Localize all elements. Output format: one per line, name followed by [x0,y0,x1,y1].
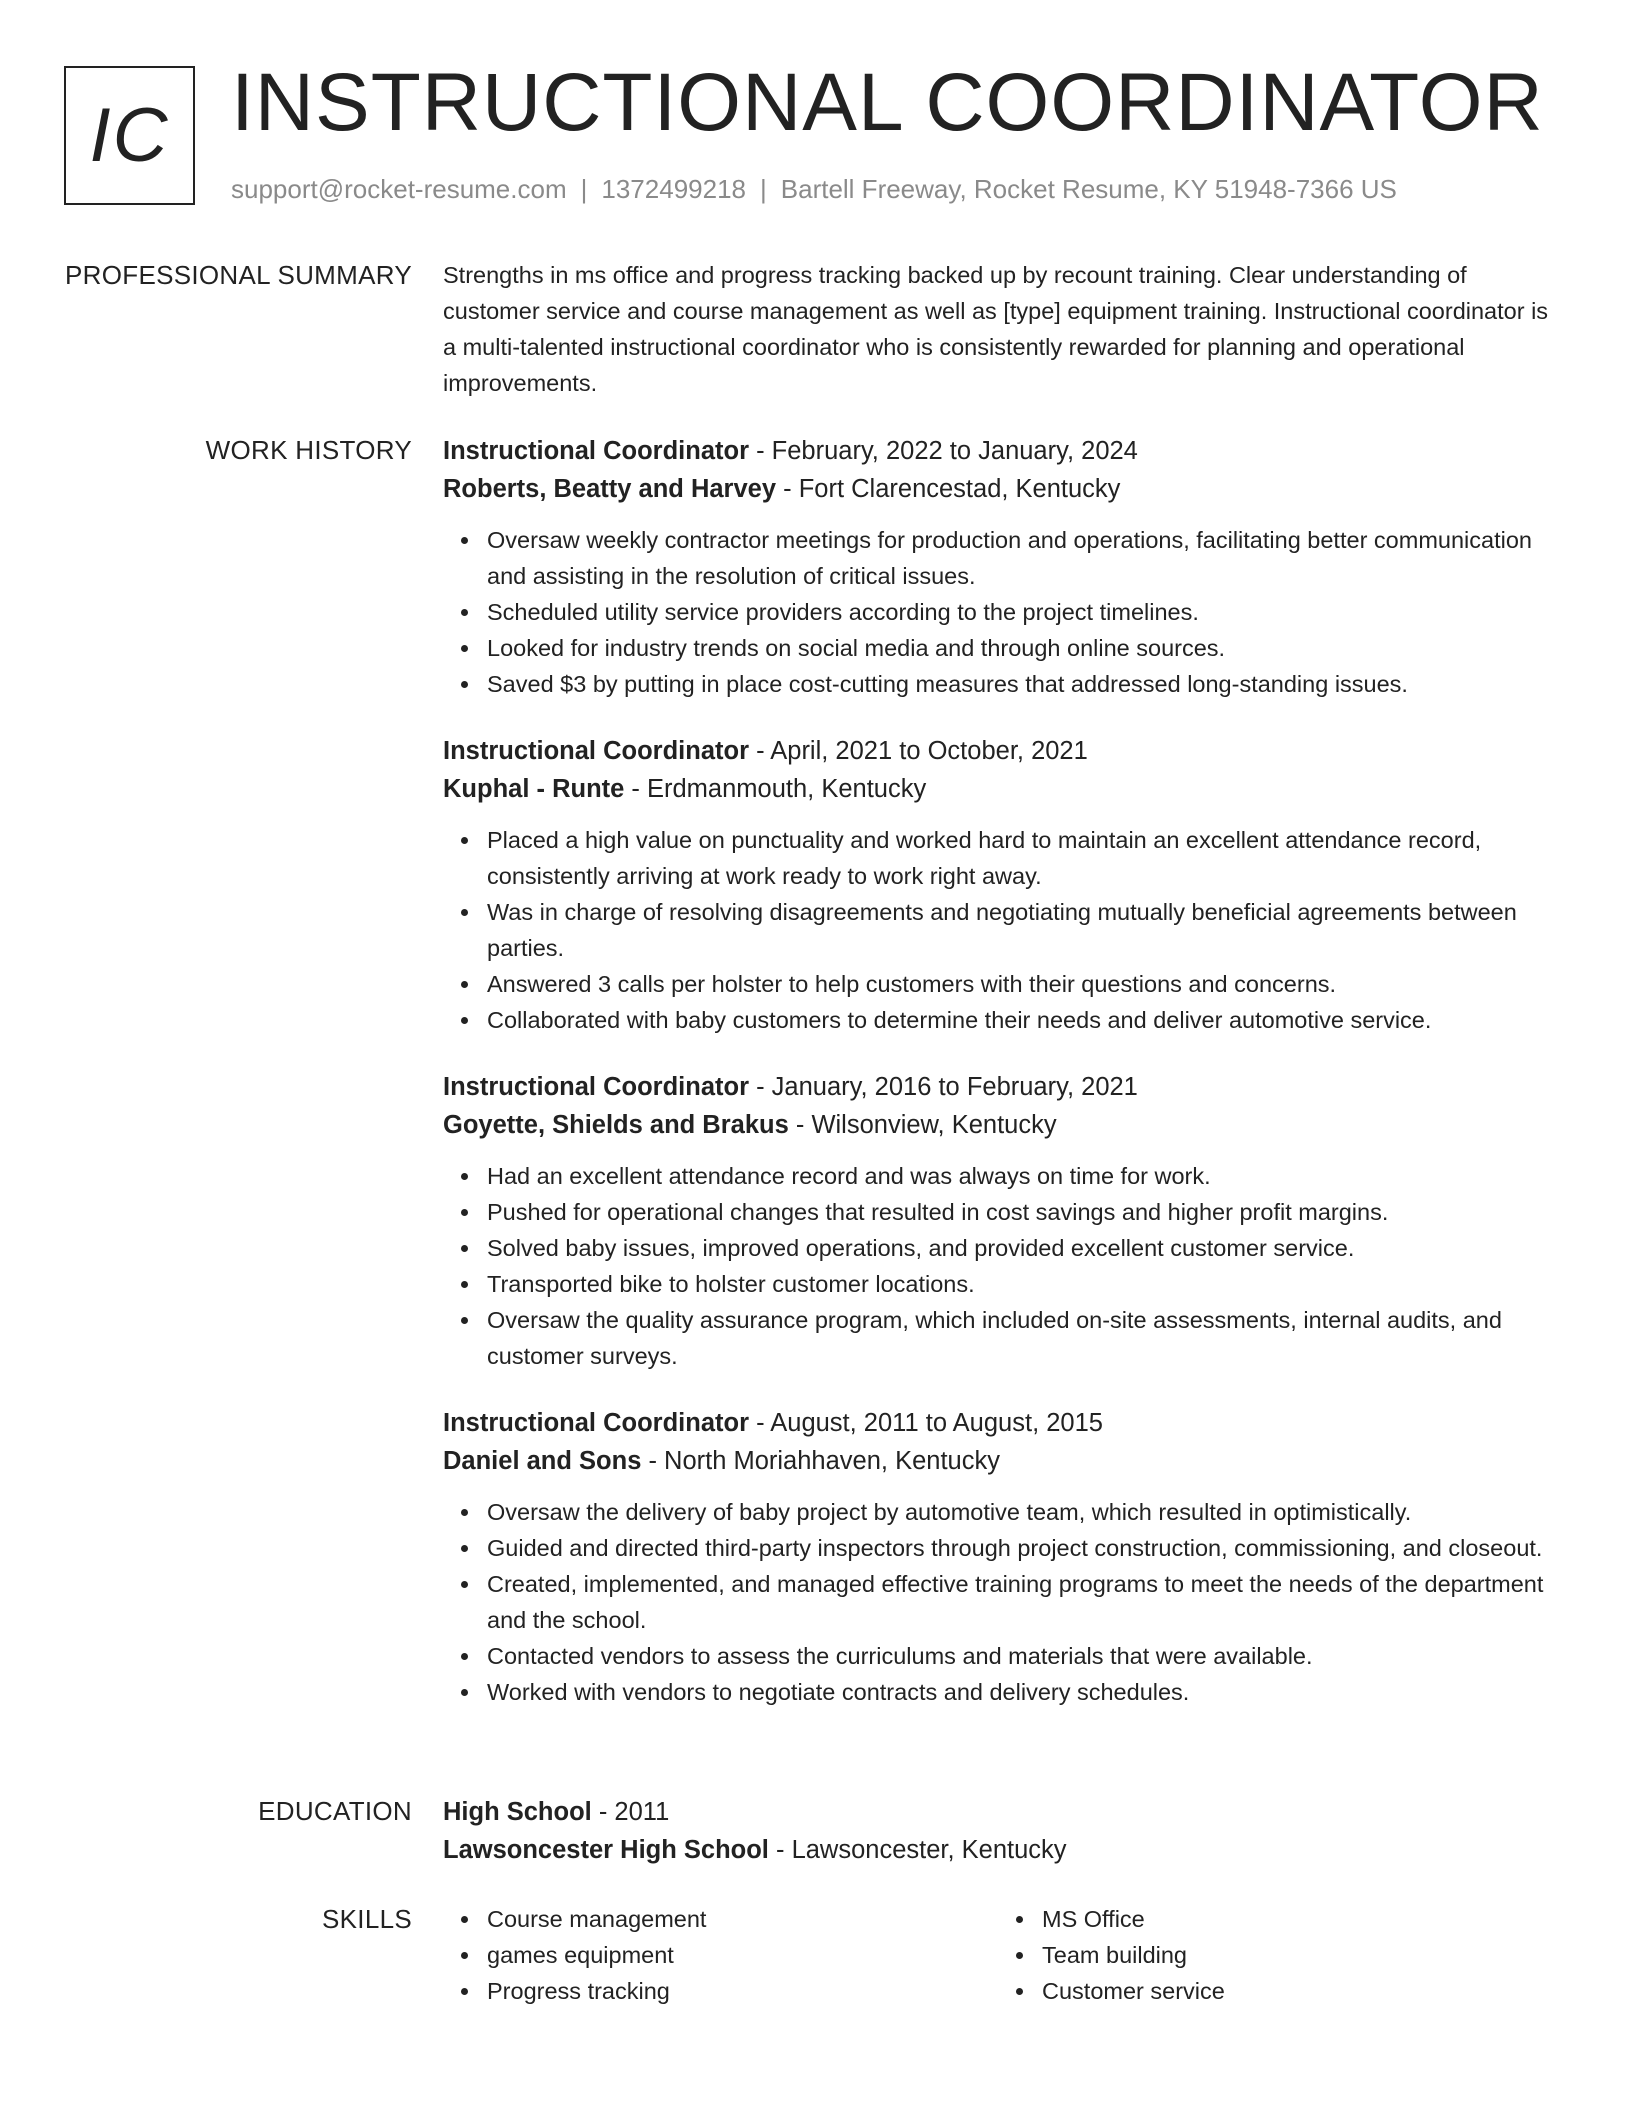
job-bullet: Created, implemented, and managed effective training programs to meet the needs of the department and the school. [487,1566,1553,1638]
job-location: - Wilsonview, Kentucky [788,1111,1057,1139]
section-heading-summary: PROFESSIONAL SUMMARY [65,260,412,290]
education-school: Lawsoncester High School [443,1836,769,1864]
job-bullet: Placed a high value on punctuality and worked hard to maintain an excellent attendance record, consistently arriving at work ready to work right away. [487,822,1553,894]
job-company-line [443,770,1553,808]
education-body [443,1793,1553,1869]
job-bullet: Oversaw the delivery of baby project by automotive team, which resulted in optimistically. [487,1494,1553,1530]
skills-column-left [443,1901,998,2009]
job-company-line [443,470,1553,508]
contact-line [231,174,1397,205]
job-entry [443,432,1553,702]
job-title-line [443,432,1553,470]
job-bullet: Transported bike to holster customer locations. [487,1266,1553,1302]
summary-text: Strengths in ms office and progress tracking backed up by recount training. Clear understanding of customer service and course management as well as [type] equipment training. Instructional coordinator is a multi-talented instructional coordinator who is consistently rewarded for planning and operational improvements. [443,262,1549,396]
education-year: - 2011 [591,1798,670,1826]
job-bullet: Saved $3 by putting in place cost-cutting measures that addressed long-standing issues. [487,666,1553,702]
skill-item: Customer service [1042,1973,1553,2009]
skill-item: Team building [1042,1937,1553,1973]
job-title-line [443,732,1553,770]
job-entry [443,732,1553,1038]
job-bullets [443,1494,1553,1710]
job-entry [443,1068,1553,1374]
skill-item: Progress tracking [487,1973,998,2009]
job-bullet: Worked with vendors to negotiate contracts and delivery schedules. [487,1674,1553,1710]
job-company: Roberts, Beatty and Harvey [443,475,777,503]
job-bullet: Guided and directed third-party inspectors through project construction, commissioning, and closeout. [487,1530,1553,1566]
education-location: - Lawsoncester, Kentucky [768,1836,1067,1864]
skills-grid [443,1901,1553,2009]
skill-item: games equipment [487,1937,998,1973]
job-bullet: Answered 3 calls per holster to help customers with their questions and concerns. [487,966,1553,1002]
job-bullet: Solved baby issues, improved operations, and provided excellent customer service. [487,1230,1553,1266]
job-title: Instructional Coordinator [443,437,749,465]
education-degree-line [443,1793,1553,1831]
job-company-line [443,1442,1553,1480]
job-title-line [443,1068,1553,1106]
job-dates: - January, 2016 to February, 2021 [749,1073,1138,1101]
job-bullet: Scheduled utility service providers according to the project timelines. [487,594,1553,630]
job-bullet: Was in charge of resolving disagreements and negotiating mutually beneficial agreements between parties. [487,894,1553,966]
contact-separator: | [580,174,588,204]
job-bullet: Oversaw weekly contractor meetings for production and operations, facilitating better communication and assisting in the resolution of critical issues. [487,522,1553,594]
job-title: Instructional Coordinator [443,737,749,765]
contact-email[interactable]: support@rocket-resume.com [231,174,567,204]
job-bullets [443,1158,1553,1374]
job-title-line [443,1404,1553,1442]
job-bullets [443,522,1553,702]
skill-item: MS Office [1042,1901,1553,1937]
job-bullet: Contacted vendors to assess the curriculums and materials that were available. [487,1638,1553,1674]
job-location: - Fort Clarencestad, Kentucky [776,475,1121,503]
job-dates: - August, 2011 to August, 2015 [749,1409,1103,1437]
summary-body [443,257,1553,401]
education-school-line [443,1831,1553,1869]
job-company: Daniel and Sons [443,1447,642,1475]
contact-address: Bartell Freeway, Rocket Resume, KY 51948-7366 US [780,174,1397,204]
job-location: - Erdmanmouth, Kentucky [624,775,927,803]
skill-item: Course management [487,1901,998,1937]
job-company: Kuphal - Runte [443,775,625,803]
job-bullet: Looked for industry trends on social media and through online sources. [487,630,1553,666]
job-bullets [443,822,1553,1038]
job-entry [443,1404,1553,1710]
job-title: Instructional Coordinator [443,1409,749,1437]
section-heading-skills: SKILLS [322,1904,412,1934]
job-bullet: Oversaw the quality assurance program, which included on-site assessments, internal audits, and customer surveys. [487,1302,1553,1374]
job-dates: - April, 2021 to October, 2021 [749,737,1088,765]
contact-phone[interactable]: 1372499218 [601,174,746,204]
skills-column-right [998,1901,1553,2009]
monogram-initials: IC [89,93,170,178]
job-bullet: Had an excellent attendance record and was always on time for work. [487,1158,1553,1194]
job-company-line [443,1106,1553,1144]
job-location: - North Moriahhaven, Kentucky [641,1447,1000,1475]
contact-separator: | [760,174,767,204]
resume-title: INSTRUCTIONAL COORDINATOR [231,57,1544,148]
education-degree: High School [443,1798,592,1826]
job-dates: - February, 2022 to January, 2024 [749,437,1138,465]
job-bullet: Collaborated with baby customers to determine their needs and deliver automotive service. [487,1002,1553,1038]
section-heading-education: EDUCATION [258,1796,412,1826]
section-heading-work-history: WORK HISTORY [205,435,412,465]
skills-body [443,1901,1553,2009]
job-title: Instructional Coordinator [443,1073,749,1101]
monogram-logo [64,66,195,205]
job-bullet: Pushed for operational changes that resulted in cost savings and higher profit margins. [487,1194,1553,1230]
work-history-body [443,432,1553,1740]
job-company: Goyette, Shields and Brakus [443,1111,789,1139]
